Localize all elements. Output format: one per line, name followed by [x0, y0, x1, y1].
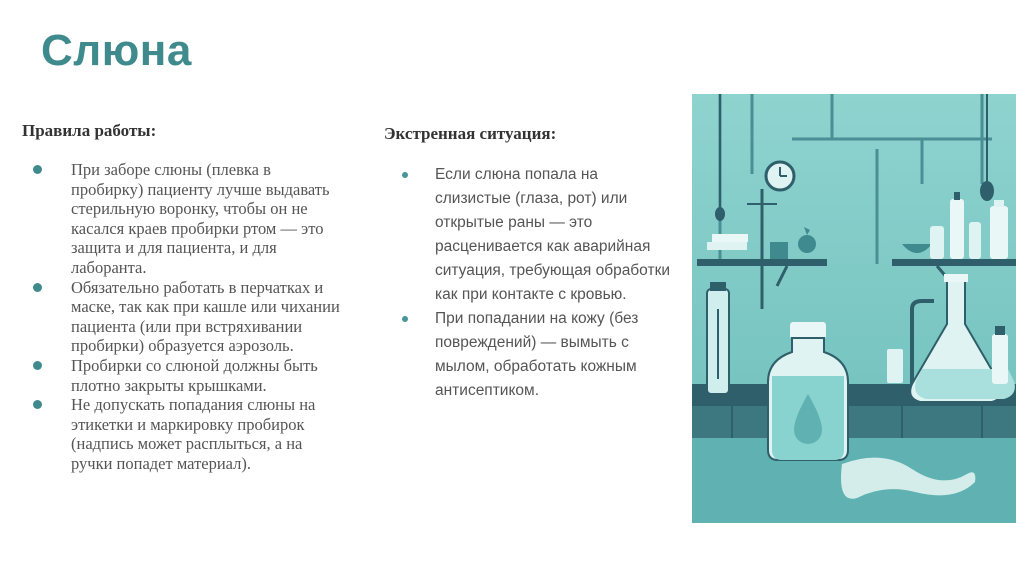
bullet-icon: [33, 361, 42, 370]
lab-illustration: [692, 94, 1016, 523]
list-item-text: Не допускать попадания слюны на этикетки и маркировку пробирок (надпись может расплыться, а на ручки попадет материал).: [71, 395, 316, 473]
bullet-icon: [33, 165, 42, 174]
bullet-icon: [402, 172, 408, 178]
list-item-text: При попадании на кожу (без повреждений) — вымыть с мылом, обработать кожным антисептиком.: [435, 310, 639, 399]
bullet-icon: [402, 316, 408, 322]
list-item-text: При заборе слюны (плевка в пробирку) пациенту лучше выдавать стерильную воронку, чтобы он не касался краев пробирки ртом — это защита и для пациента, и для лаборанта.: [71, 160, 330, 277]
rules-heading: Правила работы:: [22, 121, 157, 140]
list-item: [400, 307, 670, 403]
slide-title: Слюна: [41, 26, 192, 75]
emergency-heading: Экстренная ситуация:: [384, 124, 557, 143]
rules-list: [30, 160, 340, 474]
bullet-icon: [33, 400, 42, 409]
bullet-icon: [33, 283, 42, 292]
list-item: [30, 278, 340, 356]
emergency-list: [400, 163, 670, 403]
list-item: [30, 395, 340, 473]
list-item-text: Если слюна попала на слизистые (глаза, рот) или открытые раны — это расценивается как аварийная ситуация, требующая обработки как при контакте с кровью.: [435, 166, 671, 303]
list-item: [400, 163, 670, 307]
list-item: [30, 356, 340, 395]
list-item-text: Обязательно работать в перчатках и маске, так как при кашле или чихании пациента (или при встряхивании пробирки) образуется аэрозоль.: [71, 277, 340, 356]
list-item: [30, 160, 340, 278]
list-item-text: Пробирки со слюной должны быть плотно закрыты крышками.: [71, 355, 318, 395]
